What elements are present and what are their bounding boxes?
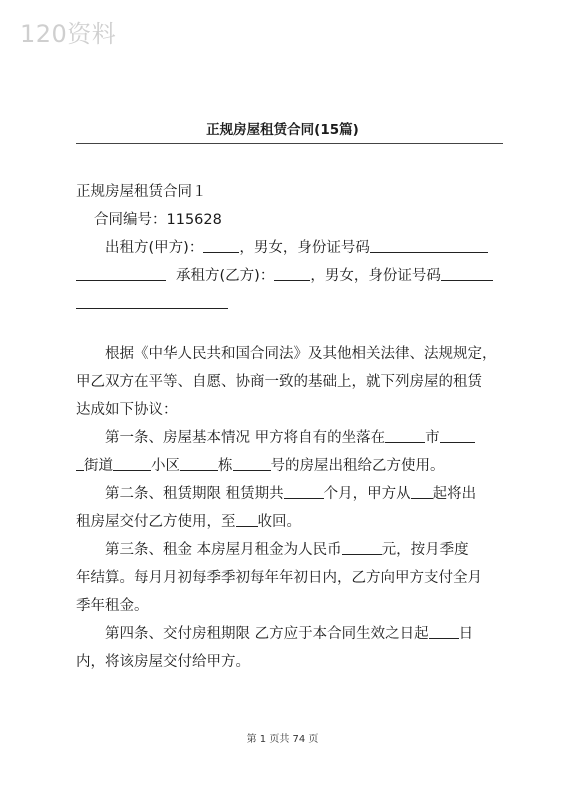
preamble-line-3: 达成如下协议： xyxy=(76,402,178,418)
blank-field[interactable] xyxy=(274,266,310,281)
preamble-line-1: 根据《中华人民共和国合同法》及其他相关法律、法规规定， xyxy=(105,346,497,362)
blank-field[interactable] xyxy=(233,456,271,471)
blank-field[interactable] xyxy=(440,428,475,443)
article-1-line-2: 街道 小区 栋 号的房屋出租给乙方使用。 xyxy=(76,452,508,480)
contract-number: 合同编号：115628 xyxy=(94,212,222,228)
contract-body xyxy=(76,178,508,676)
blank-field[interactable] xyxy=(180,456,218,471)
blank-field[interactable] xyxy=(342,540,382,555)
watermark: 120资料 xyxy=(20,20,117,48)
blank-field[interactable] xyxy=(236,512,258,527)
title-divider xyxy=(76,143,503,144)
blank-field[interactable] xyxy=(441,266,493,281)
lessor-line: 出租方(甲方)： ，男女，身份证号码 xyxy=(76,234,508,262)
article-3-line-2: 年结算。每月月初每季季初每年年初日内，乙方向甲方支付全月 xyxy=(76,570,482,586)
blank-field[interactable] xyxy=(113,456,151,471)
blank-field[interactable] xyxy=(76,266,166,281)
contract-subtitle: 正规房屋租赁合同１ xyxy=(76,184,207,200)
article-3-line-3: 季年租金。 xyxy=(76,598,149,614)
blank-field[interactable] xyxy=(76,294,228,309)
article-3-line-1: 第三条、租金 本房屋月租金为人民币 元，按月季度 xyxy=(105,542,469,558)
article-4-line-1: 第四条、交付房租期限 乙方应于本合同生效之日起 日 xyxy=(105,626,474,642)
blank-field[interactable] xyxy=(429,624,459,639)
article-2-line-1: 第二条、租赁期限 租赁期共 个月，甲方从 起将出 xyxy=(105,486,477,502)
lessee-id-continued xyxy=(76,290,508,318)
blank-field[interactable] xyxy=(370,238,488,253)
page-number: 第 1 页共 74 页 xyxy=(246,734,319,745)
article-1-line-1: 第一条、房屋基本情况 甲方将自有的坐落在 市 xyxy=(76,424,508,452)
document-title: 正规房屋租赁合同(15篇) xyxy=(206,122,359,138)
blank-field[interactable] xyxy=(385,428,425,443)
article-4-line-2: 内，将该房屋交付给甲方。 xyxy=(76,654,250,670)
blank-field[interactable] xyxy=(284,484,324,499)
article-2-line-2: 租房屋交付乙方使用，至 收回。 xyxy=(76,514,301,530)
lessee-line: 承租方(乙方)： ，男女，身份证号码 xyxy=(76,262,508,290)
blank-field[interactable] xyxy=(411,484,433,499)
blank-field[interactable] xyxy=(203,238,239,253)
blank-field[interactable] xyxy=(76,456,84,471)
preamble-line-2: 甲乙双方在平等、自愿、协商一致的基础上，就下列房屋的租赁 xyxy=(76,374,482,390)
